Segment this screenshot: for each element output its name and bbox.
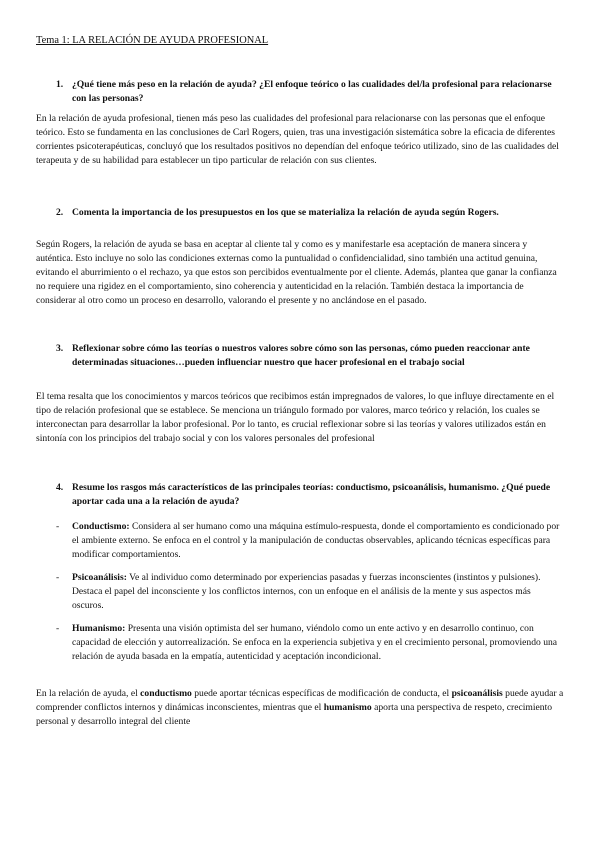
bullet-term: Conductismo: (72, 521, 130, 532)
question-text: Reflexionar sobre cómo las teorías o nuestros valores sobre cómo son las personas, cómo pueden reaccionar ante determinadas situaciones…pueden influenciar nuestro que hacer profesional en el trabajo social (72, 343, 530, 368)
question-text: Comenta la importancia de los presupuestos en los que se materializa la relación de ayuda según Rogers. (72, 207, 499, 218)
summary-term-psicoanalisis: psicoanálisis (451, 688, 503, 699)
bullet-dash: - (56, 623, 60, 634)
answer-4-summary (36, 687, 564, 729)
bullet-term: Humanismo: (72, 623, 126, 634)
question-number: 3. (56, 343, 64, 354)
bullet-term: Psicoanálisis: (72, 572, 127, 583)
bullet-dash: - (56, 521, 60, 532)
answer-1: En la relación de ayuda profesional, tienen más peso las cualidades del profesional para relacionarse con las personas que el enfoque teórico. Esto se fundamenta en las conclusiones de Carl Rogers, quien, tras una investigación sistemática sobre la eficacia de diferentes corrientes psicoterapéuticas, concluyó que los resultados positivos no dependían del enfoque teórico utilizado, sino de las cualidades del terapeuta y de su habilidad para establecer un tipo particular de relación con sus clientes. (36, 113, 559, 166)
bullet-conductismo (56, 520, 564, 562)
answer-3: El tema resalta que los conocimientos y marcos teóricos que recibimos están impregnados de valores, lo que influye directamente en el tipo de relación profesional que se establece. Se menciona un triángulo formado por valores, marco teórico y relación, los cuales se interconectan para desarrollar la labor profesional. Por lo tanto, es crucial reflexionar sobre si las teorías y valores utilizados están en sintonía con los principios del trabajo social y con los valores personales del profesional (36, 391, 555, 444)
bullet-psicoanalisis (56, 571, 564, 613)
bullet-text (72, 520, 564, 562)
answer-2: Según Rogers, la relación de ayuda se basa en aceptar al cliente tal y como es y manifestarle esa aceptación de manera sincera y auténtica. Esto incluye no solo las condiciones externas como la puntualidad o confidencialidad, sino también una actitud genuina, evitando el aburrimiento o el rechazo, ya que estos son percibidos eventualmente por el cliente. Además, plantea que ganar la confianza no requiere una rigidez en el comportamiento, sino coherencia y autenticidad en la relación. También destaca la importancia de considerar al otro como un proceso en desarrollo, valorando el presente y no anclándose en el pasado. (36, 239, 557, 306)
summary-text: aporta una perspectiva de respeto, crecimiento personal y desarrollo integral del cliente (36, 702, 553, 727)
question-2-heading (56, 206, 556, 220)
question-1-heading (56, 78, 556, 106)
summary-text: puede aportar técnicas específicas de modificación de conducta, el (191, 688, 452, 699)
bullet-text (72, 571, 564, 613)
summary-text: puede ayudar a comprender conflictos internos y dinámicas inconscientes, mientras que el (36, 688, 564, 713)
document-title: Tema 1: LA RELACIÓN DE AYUDA PROFESIONAL (36, 35, 269, 46)
bullet-description: Ve al individuo como determinado por experiencias pasadas y fuerzas inconscientes (instintos y pulsiones). Destaca el papel del inconsciente y los conflictos internos, con un enfoque en el análisis de la mente y sus aspectos más oscuros. (72, 572, 541, 611)
bullet-description: Presenta una visión optimista del ser humano, viéndolo como un ente activo y en desarrollo continuo, con capacidad de elección y autorrealización. Se enfoca en la experiencia subjetiva y en el crecimiento personal, promoviendo una relación de ayuda basada en la empatía, autenticidad y aceptación incondicional. (72, 623, 558, 662)
bullet-dash: - (56, 572, 60, 583)
bullet-text (72, 622, 564, 664)
bullet-humanismo (56, 622, 564, 664)
question-4-heading (56, 481, 556, 509)
question-text: Resume los rasgos más característicos de las principales teorías: conductismo, psicoanálisis, humanismo. ¿Qué puede aportar cada una a la relación de ayuda? (72, 482, 551, 507)
question-text: ¿Qué tiene más peso en la relación de ayuda? ¿El enfoque teórico o las cualidades del/la profesional para relacionarse con las personas? (72, 79, 552, 104)
question-number: 1. (56, 79, 64, 90)
question-3-heading (56, 342, 556, 370)
bullet-description: Considera al ser humano como una máquina estímulo-respuesta, donde el comportamiento es condicionado por el ambiente externo. Se enfoca en el control y la manipulación de conductas observables, aplicando técnicas específicas para modificar comportamientos. (72, 521, 560, 560)
question-number: 2. (56, 207, 64, 218)
summary-term-conductismo: conductismo (140, 688, 192, 699)
summary-term-humanismo: humanismo (323, 702, 372, 713)
summary-text: En la relación de ayuda, el (36, 688, 141, 699)
question-number: 4. (56, 482, 64, 493)
